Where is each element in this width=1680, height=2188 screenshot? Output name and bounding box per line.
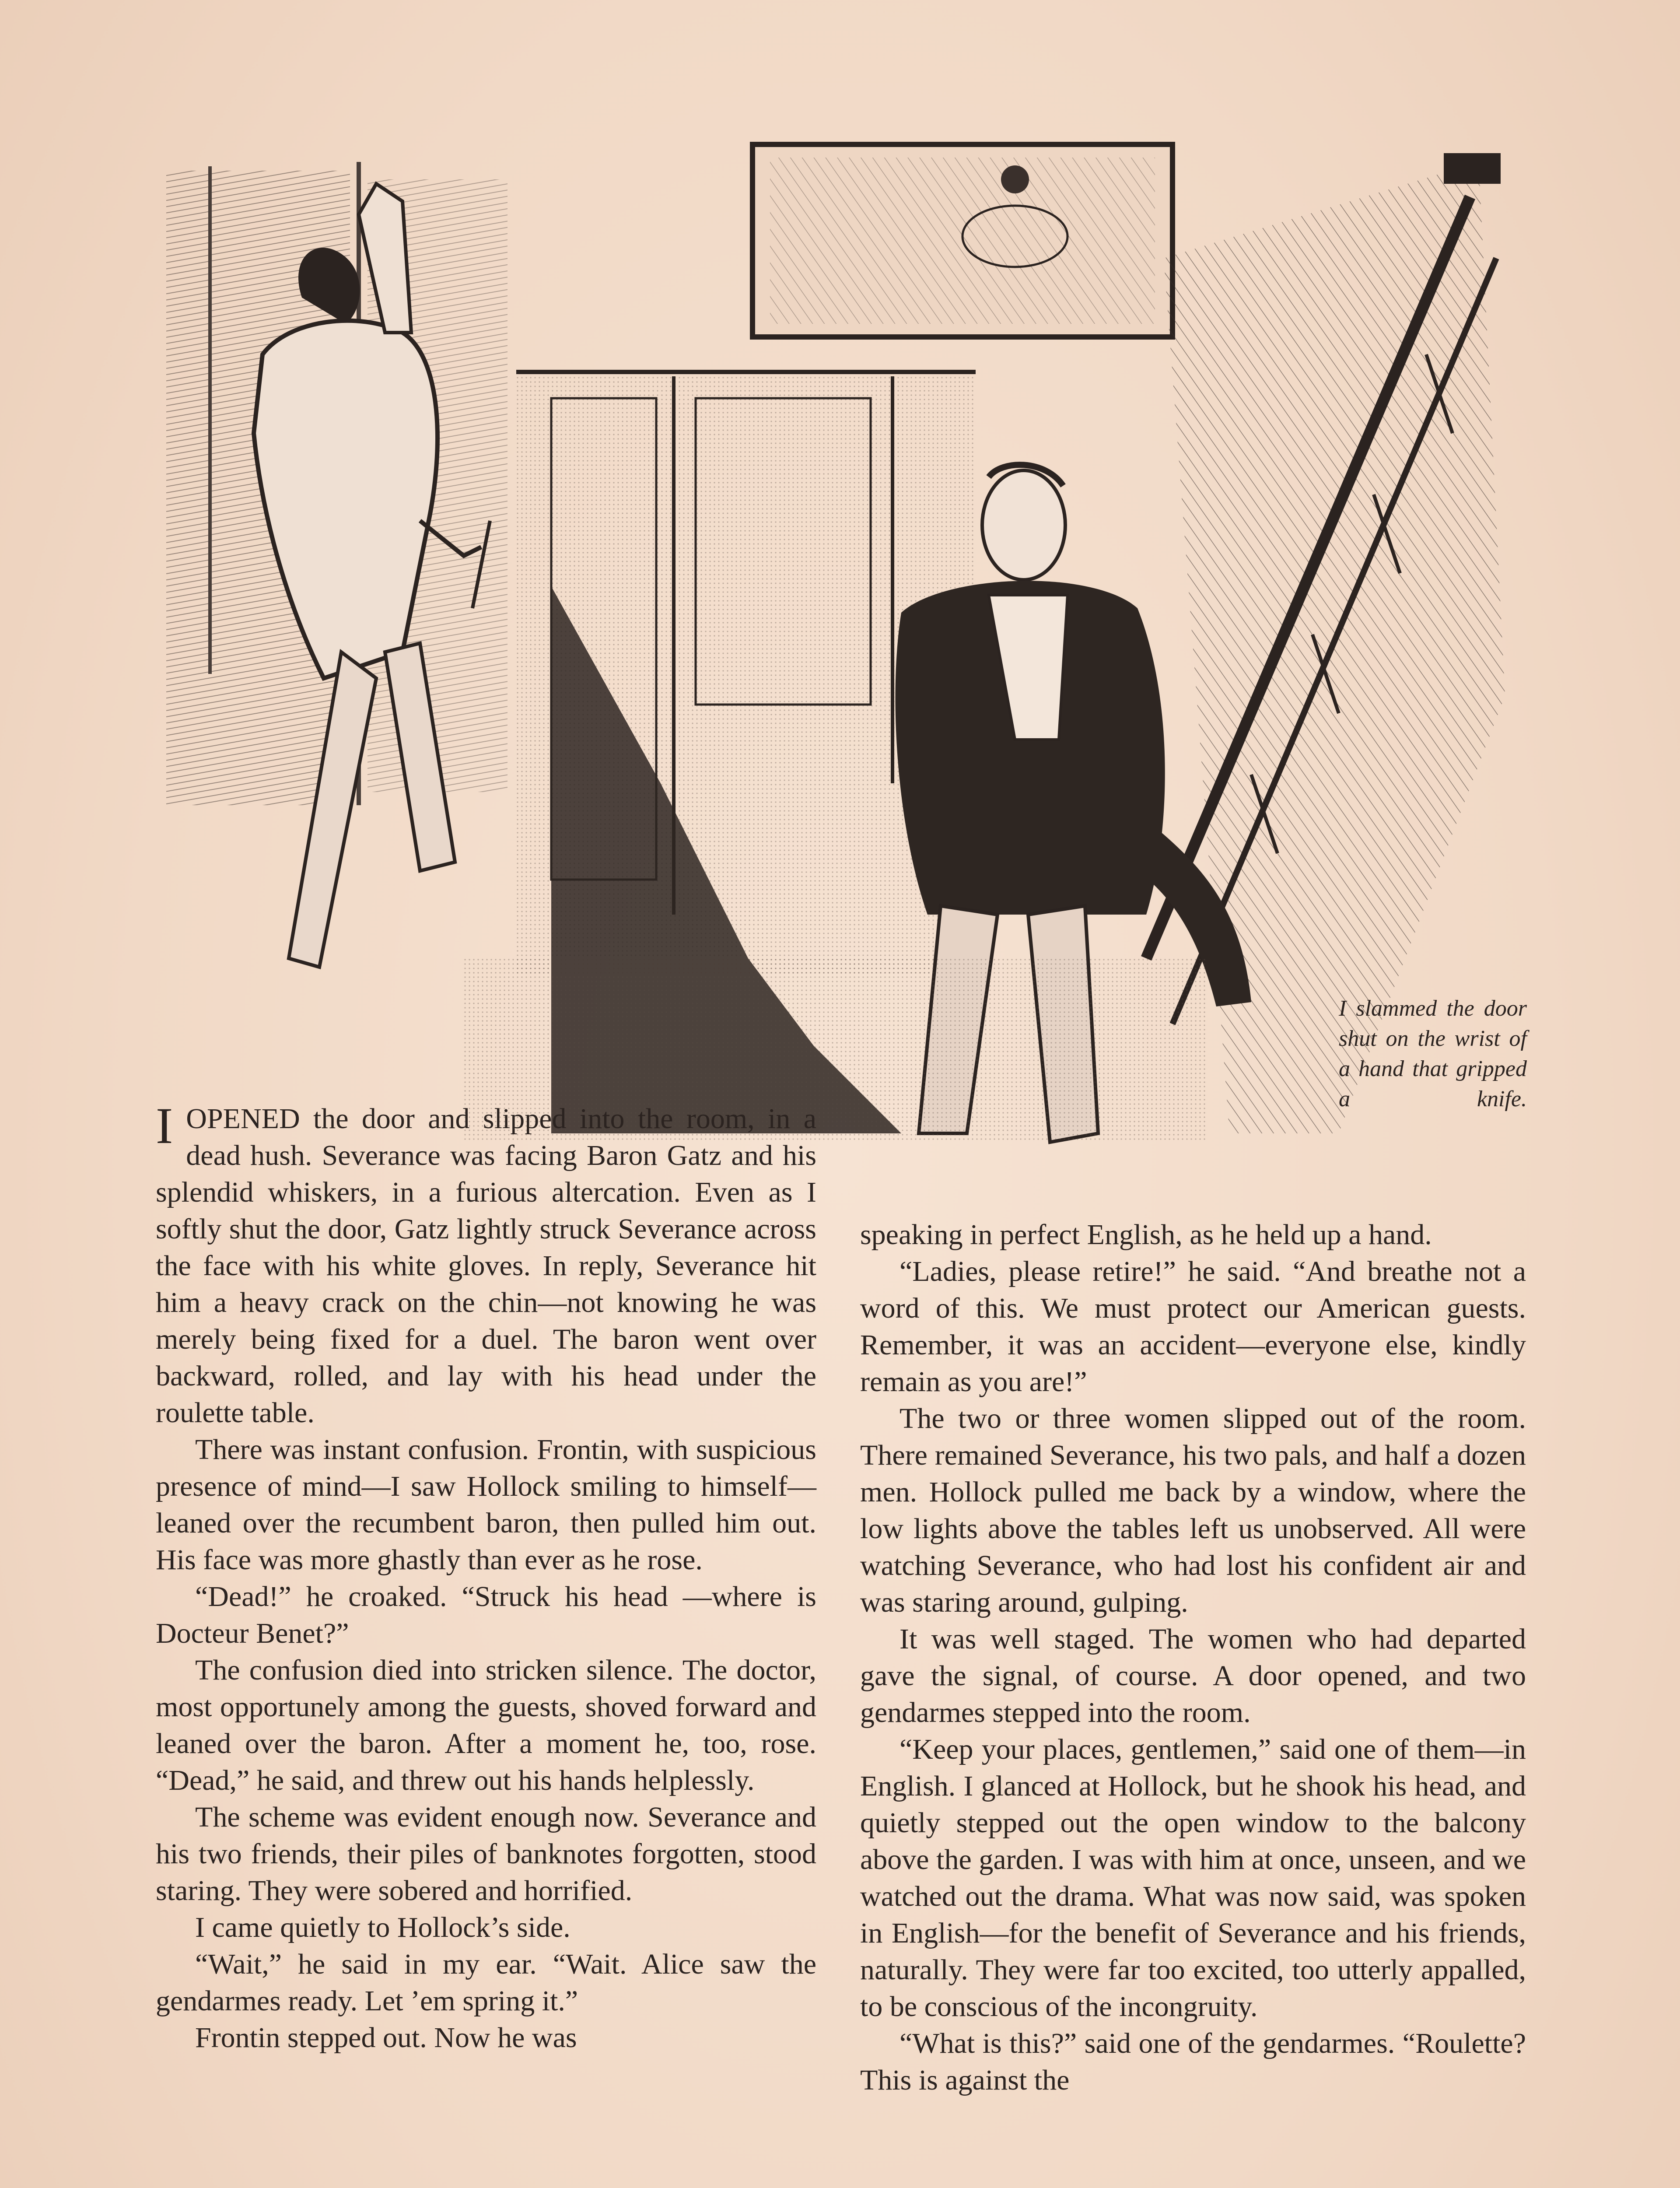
illustration <box>158 127 1522 1177</box>
paragraph: The confusion died into stricken silence. The doctor, most opportunely among the guests, shoved forward and leaned over the baron. After a moment he, too, rose. “Dead,” he said, and threw out his hands helplessly. <box>156 1654 816 1796</box>
paragraph: “Ladies, please retire!” he said. “And breathe not a word of this. We must protect our American guests. Remember, it was an accident—everyone else, kindly remain as you are!” <box>860 1255 1526 1398</box>
paragraph: I came quietly to Hollock’s side. <box>195 1911 570 1943</box>
paragraph: “Keep your places, gentlemen,” said one of them—in English. I glanced at Hollock, but he shook his head, and quietly stepped out the open window to the balcony above the garden. I was with him at once, unseen, and we watched out the drama. What was now said, was spoken in English—for the benefit of Severance and his friends, naturally. They were far too excited, too utterly appalled, to be conscious of the incongruity. <box>860 1733 1526 2023</box>
paragraph: Frontin stepped out. Now he was <box>195 2022 577 2054</box>
drop-cap: I <box>156 1097 173 1154</box>
paragraph: It was well staged. The women who had departed gave the signal, of course. A door opened, and two gendarmes stepped into the room. <box>860 1623 1526 1729</box>
paragraph-continuation: speaking in perfect English, as he held up a hand. <box>860 1219 1432 1251</box>
paragraph: The scheme was evident enough now. Severance and his two friends, their piles of banknotes forgotten, stood staring. They were sobered and horrified. <box>156 1801 816 1907</box>
paragraph: The two or three women slipped out of the room. There remained Severance, his two pals, and half a dozen men. Hollock pulled me back by a window, where the low lights above the tables left us unobserved. All were watching Severance, who had lost his confident air and was staring around, gulping. <box>860 1403 1526 1618</box>
paragraph: “Wait,” he said in my ear. “Wait. Alice saw the gendarmes ready. Let ’em spring it.” <box>156 1948 816 2017</box>
paragraph: “What is this?” said one of the gendarmes. “Roulette? This is against the <box>860 2027 1526 2096</box>
paragraph: There was instant confusion. Frontin, with suspicious presence of mind—I saw Hollock smiling to himself—leaned over the recumbent baron, then pulled him out. His face was more ghastly than ever as he rose. <box>156 1434 816 1576</box>
framed-painting <box>752 144 1172 337</box>
illustration-caption: I slammed the door shut on the wrist of a hand that gripped a knife. <box>1339 996 1527 1112</box>
paragraph: IOPENED the door and slipped into the room, in a dead hush. Severance was facing Baron Gatz and his splendid whiskers, in a furious altercation. Even as I softly shut the door, Gatz lightly struck Severance across the face with his white gloves. In reply, Severance hit him a heavy crack on the chin—not knowing he was merely being fixed for a duel. The baron went over backward, rolled, and lay with his head under the roulette table. <box>156 1097 816 1429</box>
paragraph: “Dead!” he croaked. “Struck his head —where is Docteur Benet?” <box>156 1581 816 1649</box>
text-column-left <box>156 1097 816 2056</box>
text-column-right <box>860 1217 1526 2099</box>
